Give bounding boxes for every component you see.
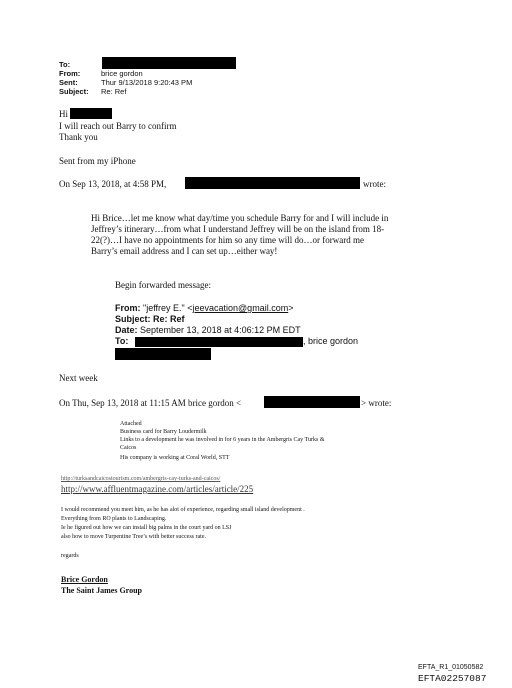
forwarded-date: Date: September 13, 2018 at 4:06:12 PM EDT	[115, 325, 301, 335]
quoted2-line: Links to a development he was involved in for 6 years in the Ambergris Cay Turks &	[120, 437, 325, 443]
quoted2-line: Attached	[120, 421, 142, 427]
reply-next-week: Next week	[59, 373, 98, 383]
quoted2-line: Caicos	[120, 445, 137, 451]
forwarded-from: From: "jeffrey E." <jeevacation@gmail.com>	[115, 303, 294, 313]
body-line: I would recommend you meet him, as he has alot of experience, regarding small island development .	[61, 507, 305, 513]
header-subject-value: Re: Ref	[101, 87, 127, 96]
link-turks-caicos[interactable]: http://turksandcaicostourism.com/ambergris-cay-turks-and-caicos/	[61, 476, 221, 482]
reply-signature: Sent from my iPhone	[59, 156, 136, 166]
quoted2-line: His company is working at Coral World, STT	[120, 455, 230, 461]
body-line: Ie he figured out how we can install big palms in the court yard on LSJ	[61, 525, 232, 531]
forwarded-to-value: , brice gordon	[303, 336, 359, 346]
footer-id-2: EFTA02257087	[418, 673, 487, 684]
reply-line: Thank you	[59, 132, 98, 142]
quote-intro-2: On Thu, Sep 13, 2018 at 11:15 AM brice gordon <	[59, 398, 242, 408]
footer-id-1: EFTA_R1_01050582	[418, 664, 484, 671]
body-line: Everything from RO plants to Landscaping.	[61, 516, 167, 522]
link-affluent-magazine[interactable]: http://www.affluentmagazine.com/articles/article/225	[61, 484, 254, 494]
signature-name: Brice Gordon	[61, 575, 108, 584]
quoted2-line: Business card for Barry Loudermilk	[120, 429, 207, 435]
reply-greeting: Hi	[59, 109, 68, 119]
redaction-quote-sender	[185, 177, 360, 189]
body-line: also how to move Turpentine Tree’s with better success rate.	[61, 534, 206, 540]
quoted-line: Barry’s email address and I can set up…either way!	[91, 246, 278, 256]
forwarded-subject: Subject: Re: Ref	[115, 314, 185, 324]
header-from-value: brice gordon	[101, 69, 143, 78]
quoted-line: 22(?)…I have no appointments for him so any time will do…or forward me	[91, 235, 364, 245]
forwarded-to: To:	[115, 336, 129, 346]
forwarded-intro: Begin forwarded message:	[115, 280, 211, 290]
body-regards: regards	[61, 553, 79, 559]
redaction-greeting-name	[70, 108, 112, 119]
header-sent-value: Thur 9/13/2018 9:20:43 PM	[101, 78, 193, 87]
redaction-to	[102, 57, 236, 69]
signature-company: The Saint James Group	[61, 586, 142, 595]
header-to: To:	[59, 60, 71, 69]
header-subject: Subject: Re: Ref	[59, 87, 127, 96]
quoted-line: Jeffrey’s itinerary…from what I understand Jeffrey will be on the island from 18-	[91, 224, 385, 234]
redaction-forwarded-to-2	[115, 348, 211, 360]
header-from: From: brice gordon	[59, 69, 143, 78]
redaction-forwarded-to	[135, 337, 303, 347]
header-sent: Sent: Thur 9/13/2018 9:20:43 PM	[59, 78, 193, 87]
reply-line: I will reach out Barry to confirm	[59, 121, 177, 131]
quoted-line: Hi Brice…let me know what day/time you schedule Barry for and I will include in	[91, 213, 389, 223]
quote-intro-end: wrote:	[363, 179, 386, 189]
forwarded-from-email[interactable]: jeevacation@gmail.com	[192, 303, 289, 313]
quote-intro: On Sep 13, 2018, at 4:58 PM,	[59, 179, 167, 189]
redaction-quote-email	[264, 396, 360, 408]
quote-intro-2-end: > wrote:	[361, 398, 392, 408]
